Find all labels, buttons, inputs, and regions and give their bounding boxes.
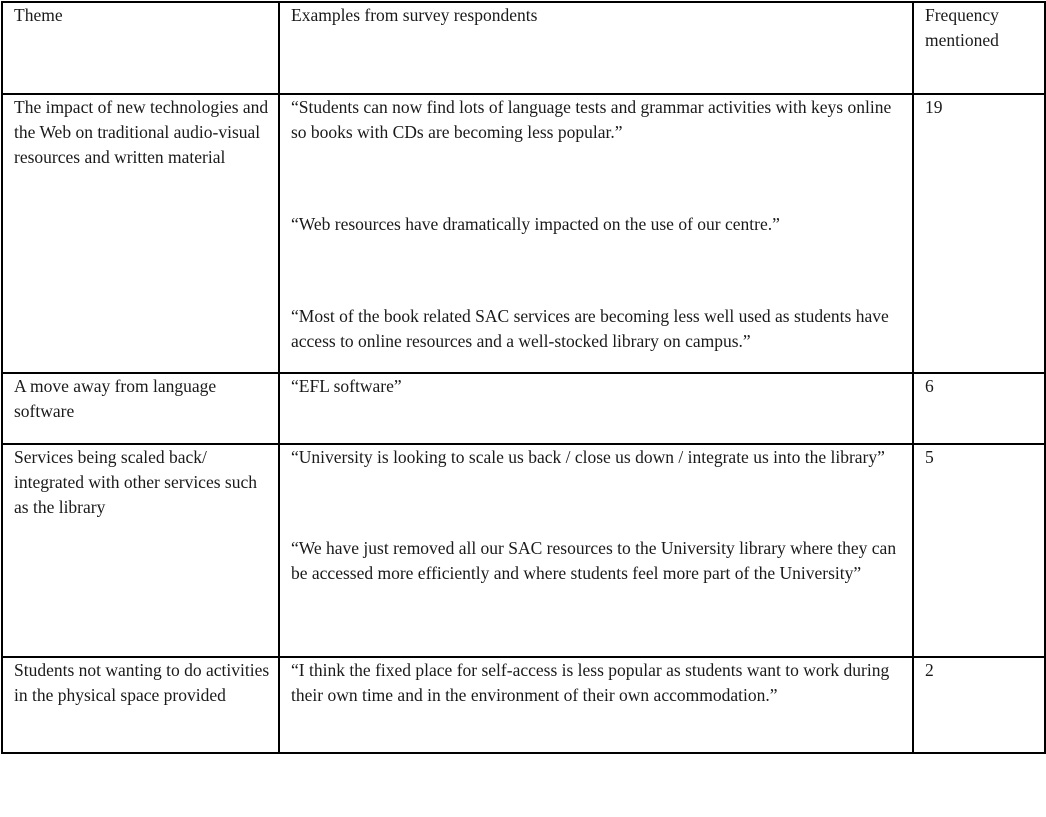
examples-cell: [279, 373, 913, 444]
table-header-row: [2, 2, 1045, 94]
theme-cell: Students not wanting to do activities in the physical space provided: [2, 657, 279, 753]
frequency-cell: 6: [913, 373, 1045, 444]
table-row: [2, 444, 1045, 657]
examples-cell: [279, 94, 913, 373]
respondent-quote: “I think the fixed place for self-access is less popular as students want to work during their own time and in the environment of their own accommodation.”: [291, 660, 890, 705]
respondent-quote: “Students can now find lots of language tests and grammar activities with keys online so books with CDs are becoming less popular.”: [291, 97, 892, 142]
table-row: [2, 657, 1045, 753]
header-frequency: Frequency mentioned: [913, 2, 1045, 94]
header-examples: Examples from survey respondents: [279, 2, 913, 94]
theme-cell: The impact of new technologies and the Web on traditional audio-visual resources and written material: [2, 94, 279, 373]
header-theme: Theme: [2, 2, 279, 94]
respondent-quote: “University is looking to scale us back / close us down / integrate us into the library”: [291, 447, 885, 467]
table-row: [2, 94, 1045, 373]
respondent-quote: “Most of the book related SAC services are becoming less well used as students have access to online resources and a well-stocked library on campus.”: [291, 306, 889, 351]
survey-themes-table: [1, 1, 1046, 754]
frequency-cell: 5: [913, 444, 1045, 657]
respondent-quote: “We have just removed all our SAC resources to the University library where they can be accessed more efficiently and where students feel more part of the University”: [291, 538, 897, 583]
examples-cell: [279, 444, 913, 657]
frequency-cell: 2: [913, 657, 1045, 753]
respondent-quote: “Web resources have dramatically impacted on the use of our centre.”: [291, 214, 780, 234]
table-row: [2, 373, 1045, 444]
respondent-quote: “EFL software”: [291, 376, 402, 396]
theme-cell: Services being scaled back/ integrated with other services such as the library: [2, 444, 279, 657]
theme-cell: A move away from language software: [2, 373, 279, 444]
examples-cell: [279, 657, 913, 753]
frequency-cell: 19: [913, 94, 1045, 373]
